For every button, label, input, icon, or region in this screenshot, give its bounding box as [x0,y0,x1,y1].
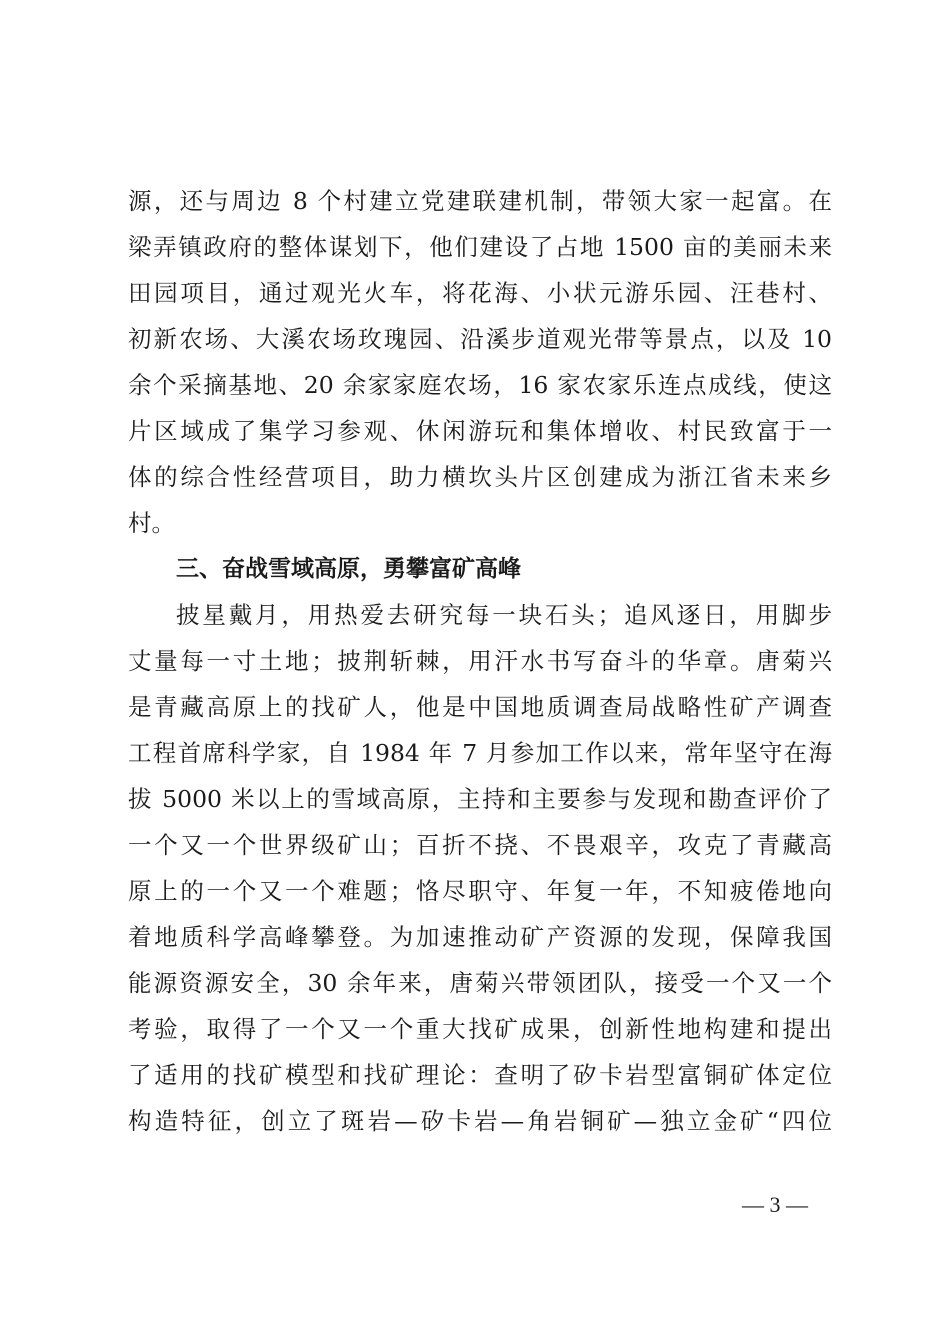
paragraph-line: 一个又一个世界级矿山；百折不挠、不畏艰辛，攻克了青藏高 [128,831,832,859]
paragraph-line: 是青藏高原上的找矿人，他是中国地质调查局战略性矿产调查 [128,693,832,721]
paragraph-line: 构造特征，创立了斑岩—矽卡岩—角岩铜矿—独立金矿“四位 [128,1107,832,1135]
section-heading: 三、奋战雪域高原，勇攀富矿高峰 [176,556,521,582]
body-text [128,178,832,1144]
paragraph-line: 田园项目，通过观光火车，将花海、小状元游乐园、汪巷村、 [128,279,832,307]
paragraph-line: 源，还与周边 8 个村建立党建联建机制，带领大家一起富。在 [128,187,832,215]
paragraph-line: 体的综合性经营项目，助力横坎头片区创建成为浙江省未来乡 [128,463,832,491]
paragraph-line: 初新农场、大溪农场玫瑰园、沿溪步道观光带等景点，以及 10 [128,325,832,353]
paragraph-line: 着地质科学高峰攀登。为加速推动矿产资源的发现，保障我国 [128,923,832,951]
paragraph-line: 丈量每一寸土地；披荆斩棘，用汗水书写奋斗的华章。唐菊兴 [128,647,832,675]
page-number: — 3 — [742,1192,808,1217]
paragraph-line: 披星戴月，用热爱去研究每一块石头；追风逐日，用脚步 [176,601,832,629]
paragraph-line: 余个采摘基地、20 余家家庭农场，16 家农家乐连点成线，使这 [128,371,832,399]
paragraph-line: 考验，取得了一个又一个重大找矿成果，创新性地构建和提出 [128,1015,832,1043]
paragraph-line: 梁弄镇政府的整体谋划下，他们建设了占地 1500 亩的美丽未来 [128,233,832,261]
paragraph-line: 片区域成了集学习参观、休闲游玩和集体增收、村民致富于一 [128,417,832,445]
paragraph-line: 原上的一个又一个难题；恪尽职守、年复一年，不知疲倦地向 [128,877,832,905]
paragraph-line: 了适用的找矿模型和找矿理论：查明了矽卡岩型富铜矿体定位 [128,1061,832,1089]
paragraph-line: 村。 [128,509,175,537]
paragraph-line: 工程首席科学家，自 1984 年 7 月参加工作以来，常年坚守在海 [128,739,832,767]
paragraph-line: 能源资源安全，30 余年来，唐菊兴带领团队，接受一个又一个 [128,969,832,997]
paragraph-line: 拔 5000 米以上的雪域高原，主持和主要参与发现和勘查评价了 [128,785,832,813]
